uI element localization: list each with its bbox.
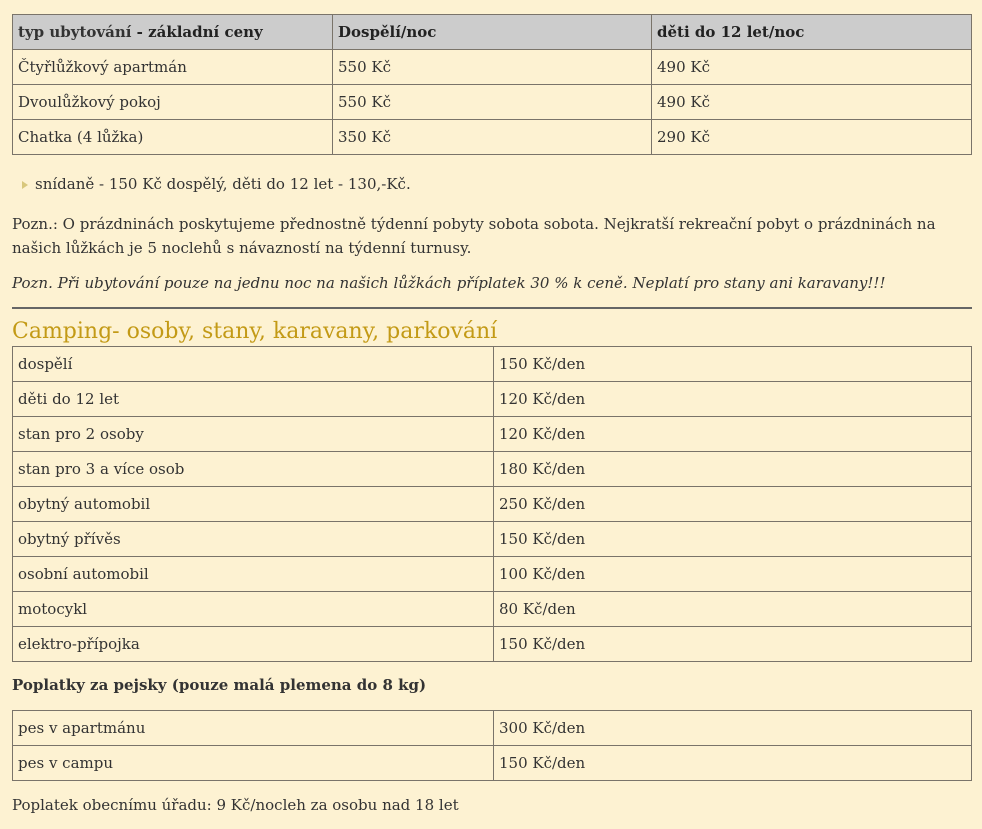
camping-item: obytný přívěs xyxy=(13,522,494,557)
table-row xyxy=(13,746,972,781)
camping-price-table xyxy=(12,346,972,662)
header-child-price: děti do 12 let/noc xyxy=(652,15,972,50)
bullet-triangle-icon xyxy=(22,181,28,189)
adult-price: 350 Kč xyxy=(333,120,652,155)
table-row xyxy=(13,347,972,382)
camping-price: 120 Kč/den xyxy=(494,382,972,417)
note-one-night-surcharge: Pozn. Při ubytování pouze na jednu noc na našich lůžkách příplatek 30 % k ceně. Neplatí pro stany ani karavany!!! xyxy=(12,274,886,292)
dogs-price-table xyxy=(12,710,972,781)
breakfast-note: snídaně - 150 Kč dospělý, děti do 12 let - 130,-Kč. xyxy=(35,175,411,193)
accommodation-type: Čtyřlůžkový apartmán xyxy=(13,50,333,85)
camping-item: obytný automobil xyxy=(13,487,494,522)
camping-price: 80 Kč/den xyxy=(494,592,972,627)
accommodation-price-table xyxy=(12,14,972,155)
table-row xyxy=(13,417,972,452)
child-price: 290 Kč xyxy=(652,120,972,155)
municipal-fee-note: Poplatek obecnímu úřadu: 9 Kč/nocleh za osobu nad 18 let xyxy=(12,796,459,814)
table-row xyxy=(13,85,972,120)
dog-fee-item: pes v campu xyxy=(13,746,494,781)
table-row xyxy=(13,382,972,417)
camping-price: 120 Kč/den xyxy=(494,417,972,452)
table-row xyxy=(13,627,972,662)
camping-price: 150 Kč/den xyxy=(494,627,972,662)
camping-item: dospělí xyxy=(13,347,494,382)
divider xyxy=(12,307,972,309)
note-summer-stays: Pozn.: O prázdninách poskytujeme přednostně týdenní pobyty sobota sobota. Nejkratší rekreační pobyt o prázdninách na našich lůžkách je 5 noclehů s návazností na týdenní turnusy. xyxy=(12,215,936,257)
header-adult-price: Dospělí/noc xyxy=(333,15,652,50)
table-row xyxy=(13,557,972,592)
camping-price: 250 Kč/den xyxy=(494,487,972,522)
camping-price: 150 Kč/den xyxy=(494,522,972,557)
camping-price: 180 Kč/den xyxy=(494,452,972,487)
dog-fee-price: 300 Kč/den xyxy=(494,711,972,746)
camping-item: stan pro 3 a více osob xyxy=(13,452,494,487)
table-row xyxy=(13,522,972,557)
table-row xyxy=(13,487,972,522)
camping-item: elektro-přípojka xyxy=(13,627,494,662)
accommodation-type: Dvoulůžkový pokoj xyxy=(13,85,333,120)
dog-fee-item: pes v apartmánu xyxy=(13,711,494,746)
dog-fee-price: 150 Kč/den xyxy=(494,746,972,781)
camping-price: 100 Kč/den xyxy=(494,557,972,592)
header-accommodation-type: typ ubytování - základní ceny xyxy=(13,15,333,50)
accommodation-type: Chatka (4 lůžka) xyxy=(13,120,333,155)
camping-item: děti do 12 let xyxy=(13,382,494,417)
camping-item: stan pro 2 osoby xyxy=(13,417,494,452)
camping-heading: Camping- osoby, stany, karavany, parkování xyxy=(12,319,498,344)
breakfast-list-item xyxy=(22,175,411,193)
child-price: 490 Kč xyxy=(652,50,972,85)
child-price: 490 Kč xyxy=(652,85,972,120)
table-row xyxy=(13,711,972,746)
camping-price: 150 Kč/den xyxy=(494,347,972,382)
table-header-row xyxy=(13,15,972,50)
dogs-heading: Poplatky za pejsky (pouze malá plemena do 8 kg) xyxy=(12,676,427,694)
table-row xyxy=(13,50,972,85)
camping-item: osobní automobil xyxy=(13,557,494,592)
table-row xyxy=(13,452,972,487)
adult-price: 550 Kč xyxy=(333,50,652,85)
adult-price: 550 Kč xyxy=(333,85,652,120)
table-row xyxy=(13,592,972,627)
camping-item: motocykl xyxy=(13,592,494,627)
table-row xyxy=(13,120,972,155)
